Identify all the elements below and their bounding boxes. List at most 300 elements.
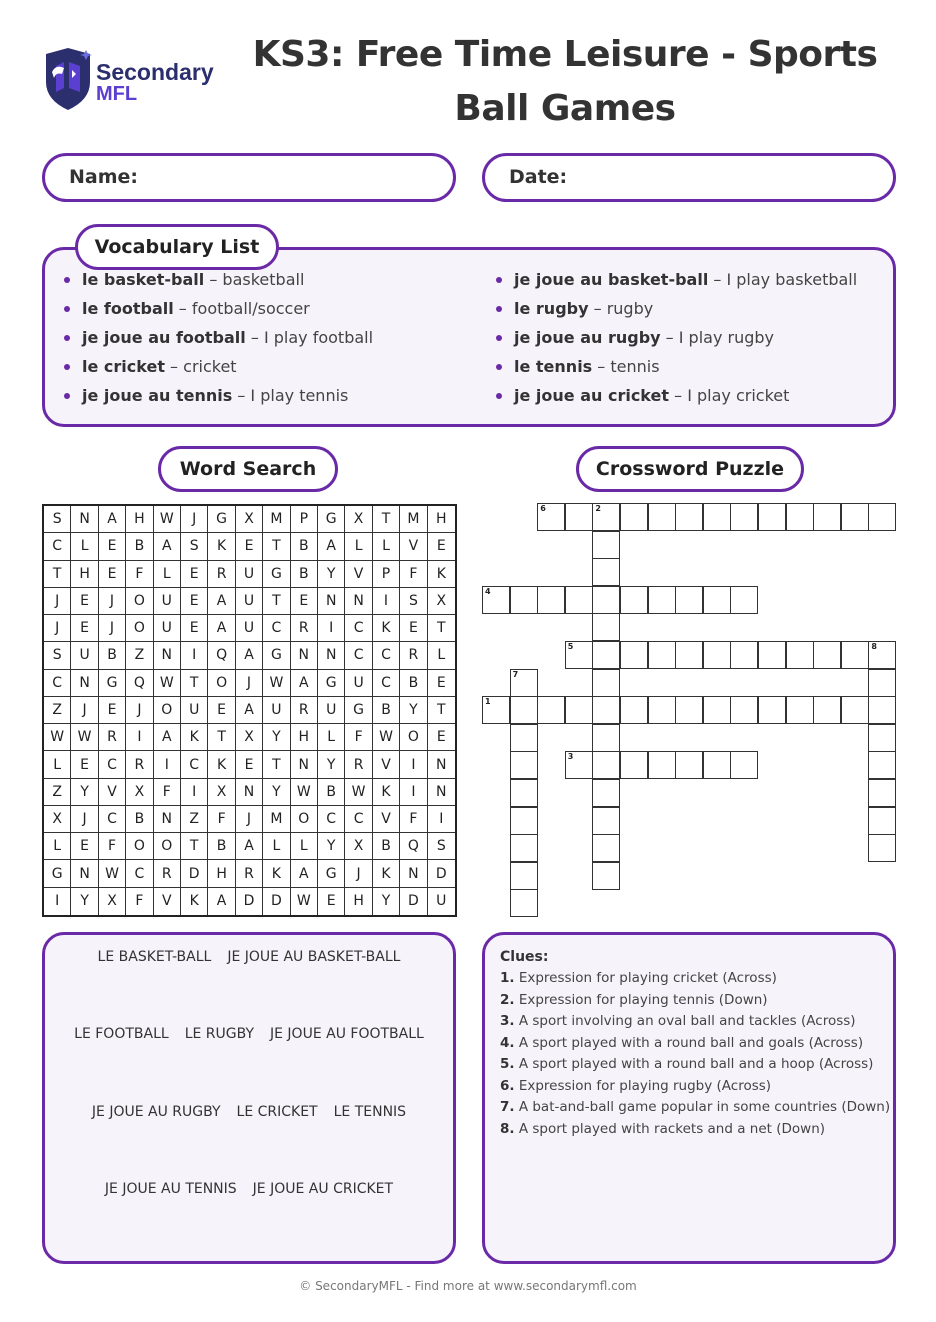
- word-search-cell[interactable]: L: [373, 533, 400, 560]
- word-search-cell[interactable]: C: [345, 615, 372, 642]
- crossword-cell[interactable]: [786, 503, 814, 531]
- crossword-cell[interactable]: [592, 641, 620, 669]
- crossword-cell[interactable]: [868, 669, 896, 697]
- word-search-cell[interactable]: T: [428, 697, 455, 724]
- word-search-cell[interactable]: J: [44, 588, 71, 615]
- word-search-cell[interactable]: B: [126, 533, 153, 560]
- word-search-cell[interactable]: C: [99, 751, 126, 778]
- crossword-cell[interactable]: [620, 641, 648, 669]
- word-search-cell[interactable]: U: [236, 561, 263, 588]
- word-search-cell[interactable]: C: [44, 670, 71, 697]
- crossword-cell[interactable]: [868, 724, 896, 752]
- crossword-cell[interactable]: [620, 586, 648, 614]
- word-search-cell[interactable]: J: [236, 806, 263, 833]
- word-search-cell[interactable]: I: [126, 724, 153, 751]
- crossword-cell[interactable]: [675, 641, 703, 669]
- word-search-cell[interactable]: X: [236, 724, 263, 751]
- word-search-cell[interactable]: R: [345, 751, 372, 778]
- word-search-cell[interactable]: X: [126, 779, 153, 806]
- word-search-cell[interactable]: K: [263, 860, 290, 887]
- word-search-cell[interactable]: H: [126, 506, 153, 533]
- word-search-cell[interactable]: W: [263, 670, 290, 697]
- crossword-cell[interactable]: [510, 862, 538, 890]
- word-search-cell[interactable]: N: [154, 806, 181, 833]
- word-search-cell[interactable]: F: [400, 806, 427, 833]
- crossword-cell[interactable]: [592, 613, 620, 641]
- word-search-cell[interactable]: C: [44, 533, 71, 560]
- word-search-cell[interactable]: I: [428, 806, 455, 833]
- word-search-cell[interactable]: F: [126, 561, 153, 588]
- word-search-cell[interactable]: H: [208, 860, 235, 887]
- crossword-cell[interactable]: [592, 586, 620, 614]
- crossword-cell[interactable]: [537, 503, 565, 531]
- word-search-cell[interactable]: F: [126, 888, 153, 915]
- crossword-cell[interactable]: [730, 641, 758, 669]
- word-search-cell[interactable]: A: [236, 833, 263, 860]
- word-search-cell[interactable]: E: [71, 833, 98, 860]
- word-search-cell[interactable]: R: [126, 751, 153, 778]
- word-search-cell[interactable]: G: [263, 642, 290, 669]
- word-search-cell[interactable]: W: [291, 888, 318, 915]
- word-search-cell[interactable]: N: [428, 751, 455, 778]
- crossword-cell[interactable]: [592, 669, 620, 697]
- word-search-cell[interactable]: Y: [71, 888, 98, 915]
- word-search-cell[interactable]: T: [263, 533, 290, 560]
- word-search-cell[interactable]: K: [373, 615, 400, 642]
- word-search-cell[interactable]: T: [373, 506, 400, 533]
- crossword-cell[interactable]: [703, 751, 731, 779]
- word-search-cell[interactable]: T: [181, 833, 208, 860]
- crossword-cell[interactable]: [537, 586, 565, 614]
- word-search-cell[interactable]: E: [318, 888, 345, 915]
- word-search-cell[interactable]: V: [154, 888, 181, 915]
- word-search-cell[interactable]: E: [99, 533, 126, 560]
- word-search-cell[interactable]: B: [318, 779, 345, 806]
- crossword-cell[interactable]: [620, 696, 648, 724]
- word-search-cell[interactable]: N: [400, 860, 427, 887]
- word-search-cell[interactable]: M: [263, 806, 290, 833]
- crossword-cell[interactable]: [482, 696, 510, 724]
- word-search-cell[interactable]: B: [291, 533, 318, 560]
- word-search-cell[interactable]: V: [373, 751, 400, 778]
- word-search-cell[interactable]: Y: [318, 833, 345, 860]
- word-search-cell[interactable]: R: [291, 615, 318, 642]
- word-search-cell[interactable]: E: [208, 697, 235, 724]
- word-search-cell[interactable]: R: [236, 860, 263, 887]
- word-search-cell[interactable]: L: [44, 751, 71, 778]
- word-search-cell[interactable]: V: [99, 779, 126, 806]
- crossword-cell[interactable]: [675, 696, 703, 724]
- word-search-cell[interactable]: E: [71, 588, 98, 615]
- word-search-cell[interactable]: R: [99, 724, 126, 751]
- word-search-cell[interactable]: I: [400, 751, 427, 778]
- crossword-cell[interactable]: [730, 696, 758, 724]
- word-search-cell[interactable]: D: [263, 888, 290, 915]
- word-search-cell[interactable]: J: [71, 697, 98, 724]
- word-search-cell[interactable]: S: [44, 506, 71, 533]
- word-search-cell[interactable]: E: [400, 615, 427, 642]
- word-search-cell[interactable]: U: [71, 642, 98, 669]
- word-search-cell[interactable]: D: [236, 888, 263, 915]
- crossword-cell[interactable]: [510, 751, 538, 779]
- crossword-cell[interactable]: [786, 696, 814, 724]
- word-search-cell[interactable]: Y: [400, 697, 427, 724]
- word-search-cell[interactable]: F: [208, 806, 235, 833]
- word-search-cell[interactable]: W: [345, 779, 372, 806]
- word-search-cell[interactable]: L: [428, 642, 455, 669]
- word-search-cell[interactable]: S: [181, 533, 208, 560]
- word-search-cell[interactable]: N: [291, 642, 318, 669]
- word-search-cell[interactable]: K: [181, 724, 208, 751]
- word-search-cell[interactable]: U: [318, 697, 345, 724]
- word-search-cell[interactable]: U: [263, 697, 290, 724]
- word-search-cell[interactable]: N: [318, 642, 345, 669]
- word-search-cell[interactable]: O: [126, 833, 153, 860]
- word-search-cell[interactable]: O: [126, 615, 153, 642]
- crossword-cell[interactable]: [675, 503, 703, 531]
- word-search-cell[interactable]: U: [154, 615, 181, 642]
- word-search-cell[interactable]: U: [436, 893, 447, 910]
- word-search-cell[interactable]: B: [291, 561, 318, 588]
- name-field[interactable]: [42, 153, 456, 202]
- word-search-cell[interactable]: N: [236, 779, 263, 806]
- word-search-cell[interactable]: T: [208, 724, 235, 751]
- word-search-cell[interactable]: C: [263, 615, 290, 642]
- word-search-cell[interactable]: J: [44, 615, 71, 642]
- crossword-cell[interactable]: [510, 696, 538, 724]
- word-search-cell[interactable]: S: [428, 833, 455, 860]
- crossword-cell[interactable]: [592, 807, 620, 835]
- word-search-cell[interactable]: T: [263, 588, 290, 615]
- word-search-cell[interactable]: I: [181, 779, 208, 806]
- crossword-cell[interactable]: [648, 503, 676, 531]
- word-search-cell[interactable]: N: [345, 588, 372, 615]
- word-search-cell[interactable]: B: [373, 697, 400, 724]
- crossword-cell[interactable]: [565, 503, 593, 531]
- word-search-cell[interactable]: X: [208, 779, 235, 806]
- word-search-cell[interactable]: C: [318, 806, 345, 833]
- word-search-cell[interactable]: V: [373, 806, 400, 833]
- word-search-cell[interactable]: K: [208, 751, 235, 778]
- crossword-cell[interactable]: [510, 889, 538, 917]
- word-search-cell[interactable]: F: [400, 561, 427, 588]
- word-search-cell[interactable]: N: [428, 779, 455, 806]
- crossword-cell[interactable]: [510, 724, 538, 752]
- word-search-cell[interactable]: E: [428, 533, 455, 560]
- word-search-cell[interactable]: D: [181, 860, 208, 887]
- crossword-cell[interactable]: [703, 503, 731, 531]
- word-search-cell[interactable]: C: [181, 751, 208, 778]
- word-search-cell[interactable]: E: [428, 724, 455, 751]
- word-search-cell[interactable]: Y: [318, 561, 345, 588]
- word-search-cell[interactable]: Y: [71, 779, 98, 806]
- word-search-cell[interactable]: T: [263, 751, 290, 778]
- crossword-cell[interactable]: [730, 586, 758, 614]
- word-search-cell[interactable]: G: [99, 670, 126, 697]
- word-search-cell[interactable]: C: [126, 860, 153, 887]
- word-search-cell[interactable]: N: [291, 751, 318, 778]
- word-search-cell[interactable]: W: [154, 670, 181, 697]
- word-search-cell[interactable]: L: [71, 533, 98, 560]
- word-search-cell[interactable]: A: [236, 697, 263, 724]
- crossword-cell[interactable]: [703, 586, 731, 614]
- word-search-cell[interactable]: A: [318, 533, 345, 560]
- word-search-cell[interactable]: V: [400, 533, 427, 560]
- crossword-cell[interactable]: [510, 586, 538, 614]
- word-search-cell[interactable]: X: [236, 506, 263, 533]
- word-search-cell[interactable]: A: [154, 533, 181, 560]
- word-search-cell[interactable]: K: [428, 561, 455, 588]
- word-search-cell[interactable]: T: [44, 561, 71, 588]
- word-search-cell[interactable]: A: [291, 670, 318, 697]
- word-search-cell[interactable]: O: [291, 806, 318, 833]
- word-search-cell[interactable]: X: [345, 506, 372, 533]
- crossword-cell[interactable]: [813, 696, 841, 724]
- word-search-cell[interactable]: F: [154, 779, 181, 806]
- word-search-cell[interactable]: Z: [44, 779, 71, 806]
- word-search-cell[interactable]: W: [71, 724, 98, 751]
- word-search-cell[interactable]: U: [236, 615, 263, 642]
- word-search-cell[interactable]: W: [44, 724, 71, 751]
- word-search-cell[interactable]: E: [428, 670, 455, 697]
- crossword-cell[interactable]: [620, 751, 648, 779]
- word-search-cell[interactable]: X: [44, 806, 71, 833]
- word-search-cell[interactable]: N: [71, 860, 98, 887]
- word-search-cell[interactable]: H: [428, 506, 455, 533]
- crossword-cell[interactable]: [592, 558, 620, 586]
- word-search-cell[interactable]: G: [208, 506, 235, 533]
- crossword-cell[interactable]: [675, 586, 703, 614]
- crossword-cell[interactable]: [868, 807, 896, 835]
- crossword-cell[interactable]: [841, 503, 869, 531]
- crossword-cell[interactable]: [730, 751, 758, 779]
- word-search-cell[interactable]: O: [126, 588, 153, 615]
- word-search-cell[interactable]: I: [373, 588, 400, 615]
- word-search-cell[interactable]: R: [400, 642, 427, 669]
- word-search-cell[interactable]: Z: [44, 697, 71, 724]
- word-search-cell[interactable]: Y: [263, 724, 290, 751]
- word-search-cell[interactable]: A: [99, 506, 126, 533]
- crossword-cell[interactable]: [703, 696, 731, 724]
- word-search-cell[interactable]: Y: [373, 888, 400, 915]
- word-search-cell[interactable]: I: [181, 642, 208, 669]
- crossword-cell[interactable]: [703, 641, 731, 669]
- word-search-cell[interactable]: C: [373, 670, 400, 697]
- word-search-cell[interactable]: E: [236, 751, 263, 778]
- word-search-cell[interactable]: U: [345, 670, 372, 697]
- word-search-cell[interactable]: E: [181, 588, 208, 615]
- crossword-cell[interactable]: [565, 641, 593, 669]
- crossword-cell[interactable]: [510, 834, 538, 862]
- word-search-cell[interactable]: L: [318, 724, 345, 751]
- word-search-cell[interactable]: B: [99, 642, 126, 669]
- word-search-cell[interactable]: W: [99, 860, 126, 887]
- crossword-cell[interactable]: [648, 696, 676, 724]
- word-search-cell[interactable]: W: [154, 506, 181, 533]
- word-search-cell[interactable]: B: [126, 806, 153, 833]
- crossword-cell[interactable]: [758, 641, 786, 669]
- word-search-cell[interactable]: U: [154, 588, 181, 615]
- crossword-cell[interactable]: [620, 503, 648, 531]
- word-search-cell[interactable]: N: [71, 506, 98, 533]
- word-search-cell[interactable]: A: [208, 615, 235, 642]
- word-search-cell[interactable]: R: [208, 561, 235, 588]
- word-search-cell[interactable]: E: [71, 615, 98, 642]
- crossword-cell[interactable]: [868, 503, 896, 531]
- word-search-cell[interactable]: W: [291, 779, 318, 806]
- crossword-cell[interactable]: [648, 751, 676, 779]
- crossword-cell[interactable]: [592, 834, 620, 862]
- word-search-cell[interactable]: P: [291, 506, 318, 533]
- word-search-cell[interactable]: L: [44, 833, 71, 860]
- word-search-cell[interactable]: J: [236, 670, 263, 697]
- crossword-cell[interactable]: [565, 696, 593, 724]
- crossword-cell[interactable]: [565, 751, 593, 779]
- word-search-cell[interactable]: L: [263, 833, 290, 860]
- crossword-cell[interactable]: [510, 669, 538, 697]
- word-search-cell[interactable]: M: [263, 506, 290, 533]
- crossword-cell[interactable]: [675, 751, 703, 779]
- word-search-cell[interactable]: K: [373, 779, 400, 806]
- word-search-cell[interactable]: N: [318, 588, 345, 615]
- word-search-cell[interactable]: G: [263, 561, 290, 588]
- word-search-cell[interactable]: O: [154, 697, 181, 724]
- word-search-cell[interactable]: A: [208, 588, 235, 615]
- crossword-cell[interactable]: [868, 834, 896, 862]
- date-field[interactable]: [482, 153, 896, 202]
- word-search-cell[interactable]: I: [400, 779, 427, 806]
- word-search-cell[interactable]: X: [99, 888, 126, 915]
- word-search-cell[interactable]: E: [236, 533, 263, 560]
- crossword-cell[interactable]: [648, 641, 676, 669]
- crossword-cell[interactable]: [648, 586, 676, 614]
- word-search-cell[interactable]: H: [291, 724, 318, 751]
- word-search-cell[interactable]: D: [400, 888, 427, 915]
- word-search-cell[interactable]: Y: [318, 751, 345, 778]
- crossword-cell[interactable]: [868, 779, 896, 807]
- word-search-cell[interactable]: O: [208, 670, 235, 697]
- word-search-cell[interactable]: R: [154, 860, 181, 887]
- word-search-cell[interactable]: T: [181, 670, 208, 697]
- word-search-cell[interactable]: F: [345, 724, 372, 751]
- crossword-cell[interactable]: [592, 503, 620, 531]
- word-search-cell[interactable]: Z: [181, 806, 208, 833]
- word-search-cell[interactable]: I: [318, 615, 345, 642]
- word-search-cell[interactable]: S: [400, 588, 427, 615]
- word-search-cell[interactable]: G: [44, 860, 71, 887]
- word-search-cell[interactable]: J: [99, 588, 126, 615]
- word-search-cell[interactable]: H: [345, 888, 372, 915]
- word-search-cell[interactable]: A: [291, 860, 318, 887]
- word-search-cell[interactable]: Z: [126, 642, 153, 669]
- word-search-cell[interactable]: X: [428, 588, 455, 615]
- crossword-cell[interactable]: [868, 641, 896, 669]
- word-search-cell[interactable]: L: [345, 533, 372, 560]
- word-search-cell[interactable]: J: [181, 506, 208, 533]
- crossword-cell[interactable]: [592, 696, 620, 724]
- crossword-cell[interactable]: [786, 641, 814, 669]
- crossword-cell[interactable]: [510, 807, 538, 835]
- word-search-cell[interactable]: N: [71, 670, 98, 697]
- word-search-cell[interactable]: K: [208, 533, 235, 560]
- crossword-cell[interactable]: [592, 751, 620, 779]
- crossword-cell[interactable]: [868, 751, 896, 779]
- word-search-cell[interactable]: I: [154, 751, 181, 778]
- word-search-cell[interactable]: K: [181, 888, 208, 915]
- crossword-cell[interactable]: [592, 779, 620, 807]
- word-search-cell[interactable]: T: [428, 615, 455, 642]
- crossword-cell[interactable]: [565, 586, 593, 614]
- word-search-cell[interactable]: H: [71, 561, 98, 588]
- word-search-cell[interactable]: S: [44, 642, 71, 669]
- word-search-cell[interactable]: B: [373, 833, 400, 860]
- word-search-cell[interactable]: G: [318, 670, 345, 697]
- word-search-cell[interactable]: O: [154, 833, 181, 860]
- word-search-cell[interactable]: A: [154, 724, 181, 751]
- word-search-cell[interactable]: A: [236, 642, 263, 669]
- crossword-cell[interactable]: [758, 696, 786, 724]
- word-search-cell[interactable]: E: [99, 561, 126, 588]
- word-search-cell[interactable]: G: [318, 860, 345, 887]
- crossword-cell[interactable]: [730, 503, 758, 531]
- crossword-cell[interactable]: [841, 696, 869, 724]
- word-search-cell[interactable]: Q: [126, 670, 153, 697]
- word-search-cell[interactable]: J: [71, 806, 98, 833]
- word-search-cell[interactable]: C: [373, 642, 400, 669]
- crossword-cell[interactable]: [537, 696, 565, 724]
- word-search-cell[interactable]: Q: [400, 833, 427, 860]
- word-search-cell[interactable]: E: [71, 751, 98, 778]
- word-search-cell[interactable]: V: [345, 561, 372, 588]
- word-search-cell[interactable]: J: [126, 697, 153, 724]
- word-search-cell[interactable]: J: [345, 860, 372, 887]
- word-search-cell[interactable]: W: [373, 724, 400, 751]
- word-search-cell[interactable]: E: [181, 561, 208, 588]
- crossword-cell[interactable]: [841, 641, 869, 669]
- word-search-cell[interactable]: B: [208, 833, 235, 860]
- word-search-cell[interactable]: F: [99, 833, 126, 860]
- word-search-cell[interactable]: L: [154, 561, 181, 588]
- word-search-cell[interactable]: L: [291, 833, 318, 860]
- word-search-cell[interactable]: Y: [263, 779, 290, 806]
- word-search-cell[interactable]: E: [99, 697, 126, 724]
- word-search-cell[interactable]: A: [208, 888, 235, 915]
- crossword-cell[interactable]: [482, 586, 510, 614]
- word-search-cell[interactable]: M: [400, 506, 427, 533]
- word-search-cell[interactable]: Q: [208, 642, 235, 669]
- word-search-cell[interactable]: X: [345, 833, 372, 860]
- word-search-cell[interactable]: E: [291, 588, 318, 615]
- word-search-cell[interactable]: P: [373, 561, 400, 588]
- crossword-cell[interactable]: [813, 503, 841, 531]
- word-search-cell[interactable]: G: [318, 506, 345, 533]
- crossword-cell[interactable]: [592, 862, 620, 890]
- word-search-cell[interactable]: C: [345, 806, 372, 833]
- word-search-cell[interactable]: I: [44, 888, 71, 915]
- crossword-cell[interactable]: [592, 724, 620, 752]
- word-search-cell[interactable]: O: [400, 724, 427, 751]
- crossword-cell[interactable]: [758, 503, 786, 531]
- word-search-cell[interactable]: K: [373, 860, 400, 887]
- word-search-cell[interactable]: E: [181, 615, 208, 642]
- crossword-cell[interactable]: [592, 531, 620, 559]
- crossword-cell[interactable]: [868, 696, 896, 724]
- word-search-cell[interactable]: U: [181, 697, 208, 724]
- crossword-cell[interactable]: [813, 641, 841, 669]
- word-search-cell[interactable]: U: [236, 588, 263, 615]
- word-search-cell[interactable]: N: [154, 642, 181, 669]
- word-search-cell[interactable]: C: [99, 806, 126, 833]
